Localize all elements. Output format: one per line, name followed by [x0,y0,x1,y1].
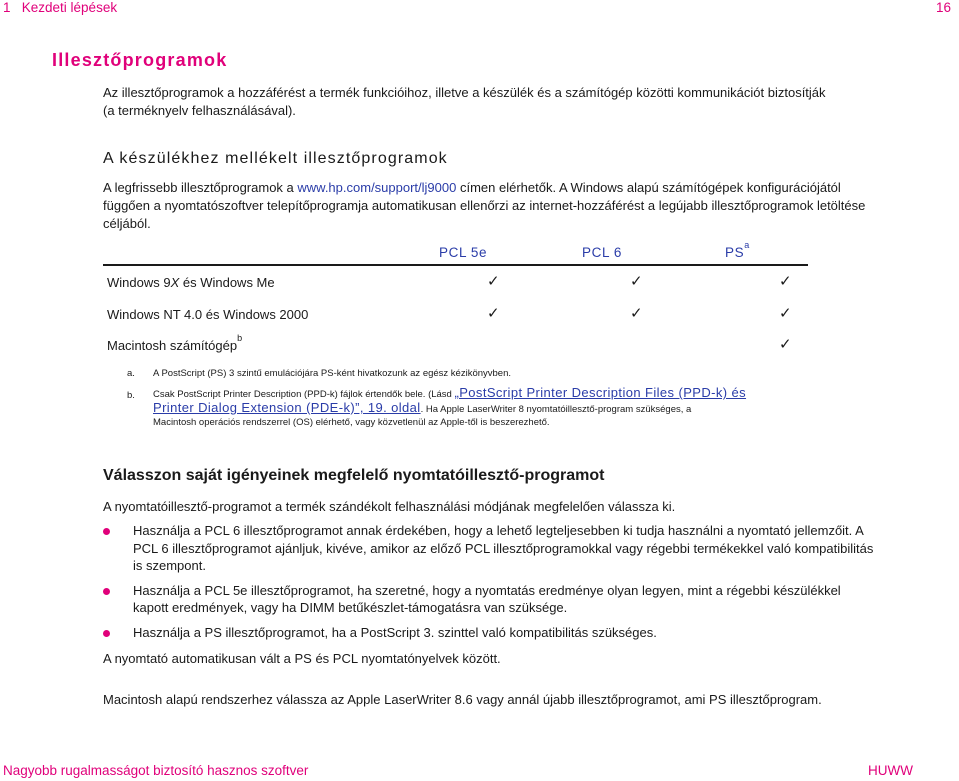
check-winnt-pcl5e: ✓ [487,305,500,322]
auto-switch-note: A nyomtató automatikusan vált a PS és PCL nyomtatónyelvek között. [103,651,501,666]
intro-line-2: (a terméknyelv felhasználásával). [103,103,296,118]
macintosh-driver-note: Macintosh alapú rendszerhez válassza az Apple LaserWriter 8.6 vagy annál újabb illesztőprogramot, ami PS illesztőprogram. [103,692,822,707]
bullet-pcl5e-line-1: Használja a PCL 5e illesztőprogramot, ha szeretné, hogy a nyomtatás eredménye olyan legyen, mint a régebbi készülékkel [133,583,841,598]
footnote-b-line-3: Macintosh operációs rendszerrel (OS) elérhető, vagy közvetlenül az Apple-től is beszerezhető. [153,417,550,428]
check-win9x-pcl6: ✓ [630,273,643,290]
footnote-ref-b: b [237,332,243,343]
footnote-b-line-2 [153,401,873,417]
table-row-label-macintosh: Macintosh számítógép$^b$ [107,332,243,353]
check-macintosh-ps: ✓ [779,336,792,353]
footnote-ref-a: a [744,239,750,250]
drivers-paragraph-line-1 [103,179,923,197]
footnote-a-marker: a. [127,368,135,379]
drivers-paragraph-line-3: céljából. [103,216,151,231]
bullet-pcl5e-line-2: kapott eredmények, vagy ha DIMM betűkészlet-támogatásra van szüksége. [133,600,568,615]
bullet-marker-ps [103,630,110,637]
bullet-pcl6-line-1: Használja a PCL 6 illesztőprogramot annak érdekében, hogy a lehető legteljesebben ki tudja használni a nyomtató jellemzőit. A [133,523,864,538]
choose-driver-intro: A nyomtatóillesztő-programot a termék szándékolt felhasználási módjának megfelelően válassza ki. [103,499,676,514]
footnote-b-text-2: . Ha Apple LaserWriter 8 nyomtatóillesztő-program szükséges, a [420,404,692,415]
check-winnt-pcl6: ✓ [630,305,643,322]
running-footer-language: HUWW [868,763,913,778]
section-heading-choose-driver: Válasszon saját igényeinek megfelelő nyomtatóillesztő-programot [103,467,605,484]
running-header-chapter: 1 Kezdeti lépések [3,0,118,15]
bullet-pcl6-line-2: PCL 6 illesztőprogramot ajánljuk, kivéve, amikor az előző PCL illesztőprogramokkal vagy régebbi termékekkel való kompatibilitás [133,541,874,556]
support-url-link[interactable]: www.hp.com/support/lj9000 [297,180,457,195]
ppd-reference-link[interactable]: „PostScript Printer Description Files (PPD-k) és [454,385,747,400]
bullet-ps-line-1: Használja a PS illesztőprogramot, ha a PostScript 3. szinttel való kompatibilitás szükséges. [133,625,657,640]
footnote-a-text: A PostScript (PS) 3 szintű emulációjára PS-ként hivatkozunk az egész kézikönyvben. [153,368,512,379]
table-row-label-win9x: Windows 9X és Windows Me [107,275,275,290]
footnote-b-marker: b. [127,390,135,401]
intro-line-1: Az illesztőprogramok a hozzáférést a termék funkcióihoz, illetve a készülék és a számítógép közötti kommunikációt biztosítják [103,85,826,100]
page-title: Illesztőprogramok [52,50,228,70]
drivers-text-after-link: címen elérhetők. A Windows alapú számítógépek konfigurációjától [456,180,841,195]
bullet-marker-pcl6 [103,528,110,535]
check-win9x-ps: ✓ [779,273,792,290]
table-header-rule [103,264,808,266]
page-number: 16 [935,0,951,15]
check-win9x-pcl5e: ✓ [487,273,500,290]
bullet-marker-pcl5e [103,588,110,595]
ppd-reference-link-continued[interactable]: Printer Dialog Extension (PDE-k)”, 19. oldal [153,400,421,415]
running-footer-section: Nagyobb rugalmasságot biztosító hasznos szoftver [3,763,309,778]
drivers-text-before-link: A legfrissebb illesztőprogramok a [103,180,298,195]
drivers-paragraph-line-2: függően a nyomtatószoftver telepítőprogramja automatikusan ellenőrzi az internet-hozzáférést a legújabb illesztőprogramok letöltése [103,198,866,213]
footnote-b-text-1: Csak PostScript Printer Description (PPD-k) fájlok értendők bele. (Lásd [153,389,455,400]
column-header-pcl5e: PCL 5e [439,245,488,260]
check-winnt-ps: ✓ [779,305,792,322]
section-heading-bundled-drivers: A készülékhez mellékelt illesztőprogramok [103,150,448,167]
column-header-ps: $PS^a$ [725,239,750,260]
bullet-pcl6-line-3: is szempont. [133,558,206,573]
table-row-label-winnt: Windows NT 4.0 és Windows 2000 [107,307,309,322]
column-header-pcl6: PCL 6 [582,245,623,260]
